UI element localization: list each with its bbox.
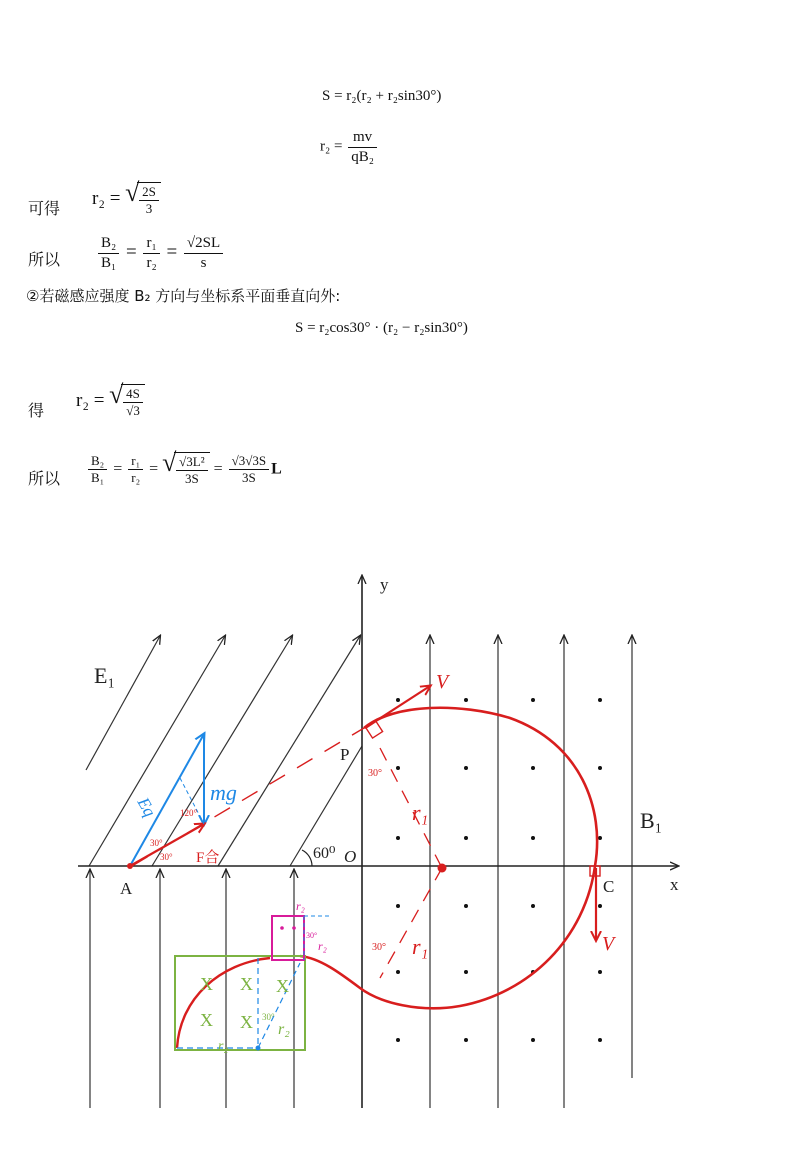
eq3-lhs: r₂ =	[92, 188, 121, 210]
equation-area-s-case2: S = r₂cos30° · (r₂ − r₂sin30°)	[295, 320, 468, 336]
lower-field-lines	[90, 870, 294, 1108]
equation-r2-result-2: r₂ = √ $\frac{4S}{√3}$	[76, 384, 145, 420]
eq2-lhs: r₂ =	[320, 138, 343, 155]
green-x-2: X	[240, 974, 253, 994]
point-c-label: C	[603, 877, 615, 896]
magenta-angle-30: 30°	[306, 931, 318, 940]
eq6-lhs: r₂ =	[76, 390, 105, 412]
eq4-prefix: 所以	[28, 250, 61, 269]
equation-ratio-1: $\frac{\text{B₂}}{\text{B₁}}$ = $\frac{\text{r₁}}{\text{r₂}}$ = $\frac{√2SL}{s}$	[96, 234, 225, 273]
eq3-prefix: 可得	[28, 199, 61, 218]
magenta-r2-side: r₂	[318, 939, 327, 953]
angle-30-p-label: 30°	[368, 768, 382, 779]
radius-r1-bottom	[380, 868, 442, 978]
case-2-heading: ②若磁感应强度 B₂ 方向与坐标系平面垂直向外:	[26, 287, 341, 305]
e1-line	[218, 636, 360, 866]
equation-r2-definition	[320, 128, 379, 167]
angle-60-arc	[302, 850, 312, 866]
green-r2-side: r₂	[278, 1021, 290, 1038]
magenta-region	[272, 916, 304, 960]
point-a	[127, 863, 133, 869]
resultant-force-label: F合	[196, 850, 220, 866]
green-x-4: X	[200, 1010, 213, 1030]
eq6-prefix: 得	[28, 401, 45, 420]
eq7-prefix: 所以	[28, 469, 61, 488]
right-field-lines	[430, 636, 632, 1108]
green-x-1: X	[200, 974, 213, 994]
physics-diagram	[0, 518, 800, 1158]
eq2-fraction: $\frac{mv}{\text{qB₂}}$	[348, 128, 377, 167]
equation-r2-result-1	[92, 178, 161, 218]
green-center	[256, 1046, 261, 1051]
green-x-5: X	[240, 1012, 253, 1032]
e1-field-lines	[86, 636, 362, 866]
angle-30-a2: 30°	[160, 852, 173, 862]
eq3-sqrt: √ $\frac{2S}{3}$	[125, 182, 161, 218]
equation-area-s: S = r₂(r₂ + r₂sin30°)	[322, 88, 442, 104]
angle-60-label: 60⁰	[313, 845, 336, 862]
angle-30-a1: 30°	[150, 838, 163, 848]
b1-label: B₁	[640, 808, 663, 833]
mg-label: mg	[210, 780, 237, 805]
eq-force-label: Eq	[133, 794, 160, 820]
e1-line	[152, 636, 292, 866]
green-arc-path	[177, 958, 270, 1048]
r1-bottom-label: r₁	[412, 934, 429, 959]
b-field-dots	[396, 698, 602, 1042]
y-axis-label: y	[380, 575, 389, 594]
e1-label: E₁	[94, 663, 116, 688]
angle-30-bottom-label: 30°	[372, 942, 386, 953]
point-p-label: P	[340, 745, 350, 764]
origin-label: O	[344, 847, 357, 866]
velocity-v-top-label: V	[436, 671, 449, 693]
magenta-r2-top: r₂	[296, 899, 305, 913]
equation-ratio-2: $\frac{\text{B₂}}{\text{B₁}}$ = $\frac{\text{r₁}}{\text{r₂}}$ = √ $\frac{\text{√3L²}}{3S}$ = $\frac{√3√3S}{3S}$ L	[86, 452, 282, 488]
green-r2-bottom: r₂	[218, 1039, 229, 1054]
r1-top-label: r₁	[412, 800, 429, 825]
green-x-3: X	[276, 976, 289, 996]
velocity-v-right-label: V	[602, 933, 615, 955]
point-a-label: A	[120, 879, 133, 898]
x-axis-label: x	[670, 875, 679, 894]
green-angle-30: 30°	[262, 1012, 275, 1022]
radius-r1-top	[380, 748, 442, 868]
e1-line	[86, 636, 160, 770]
angle-120-label: 120°	[180, 808, 198, 818]
